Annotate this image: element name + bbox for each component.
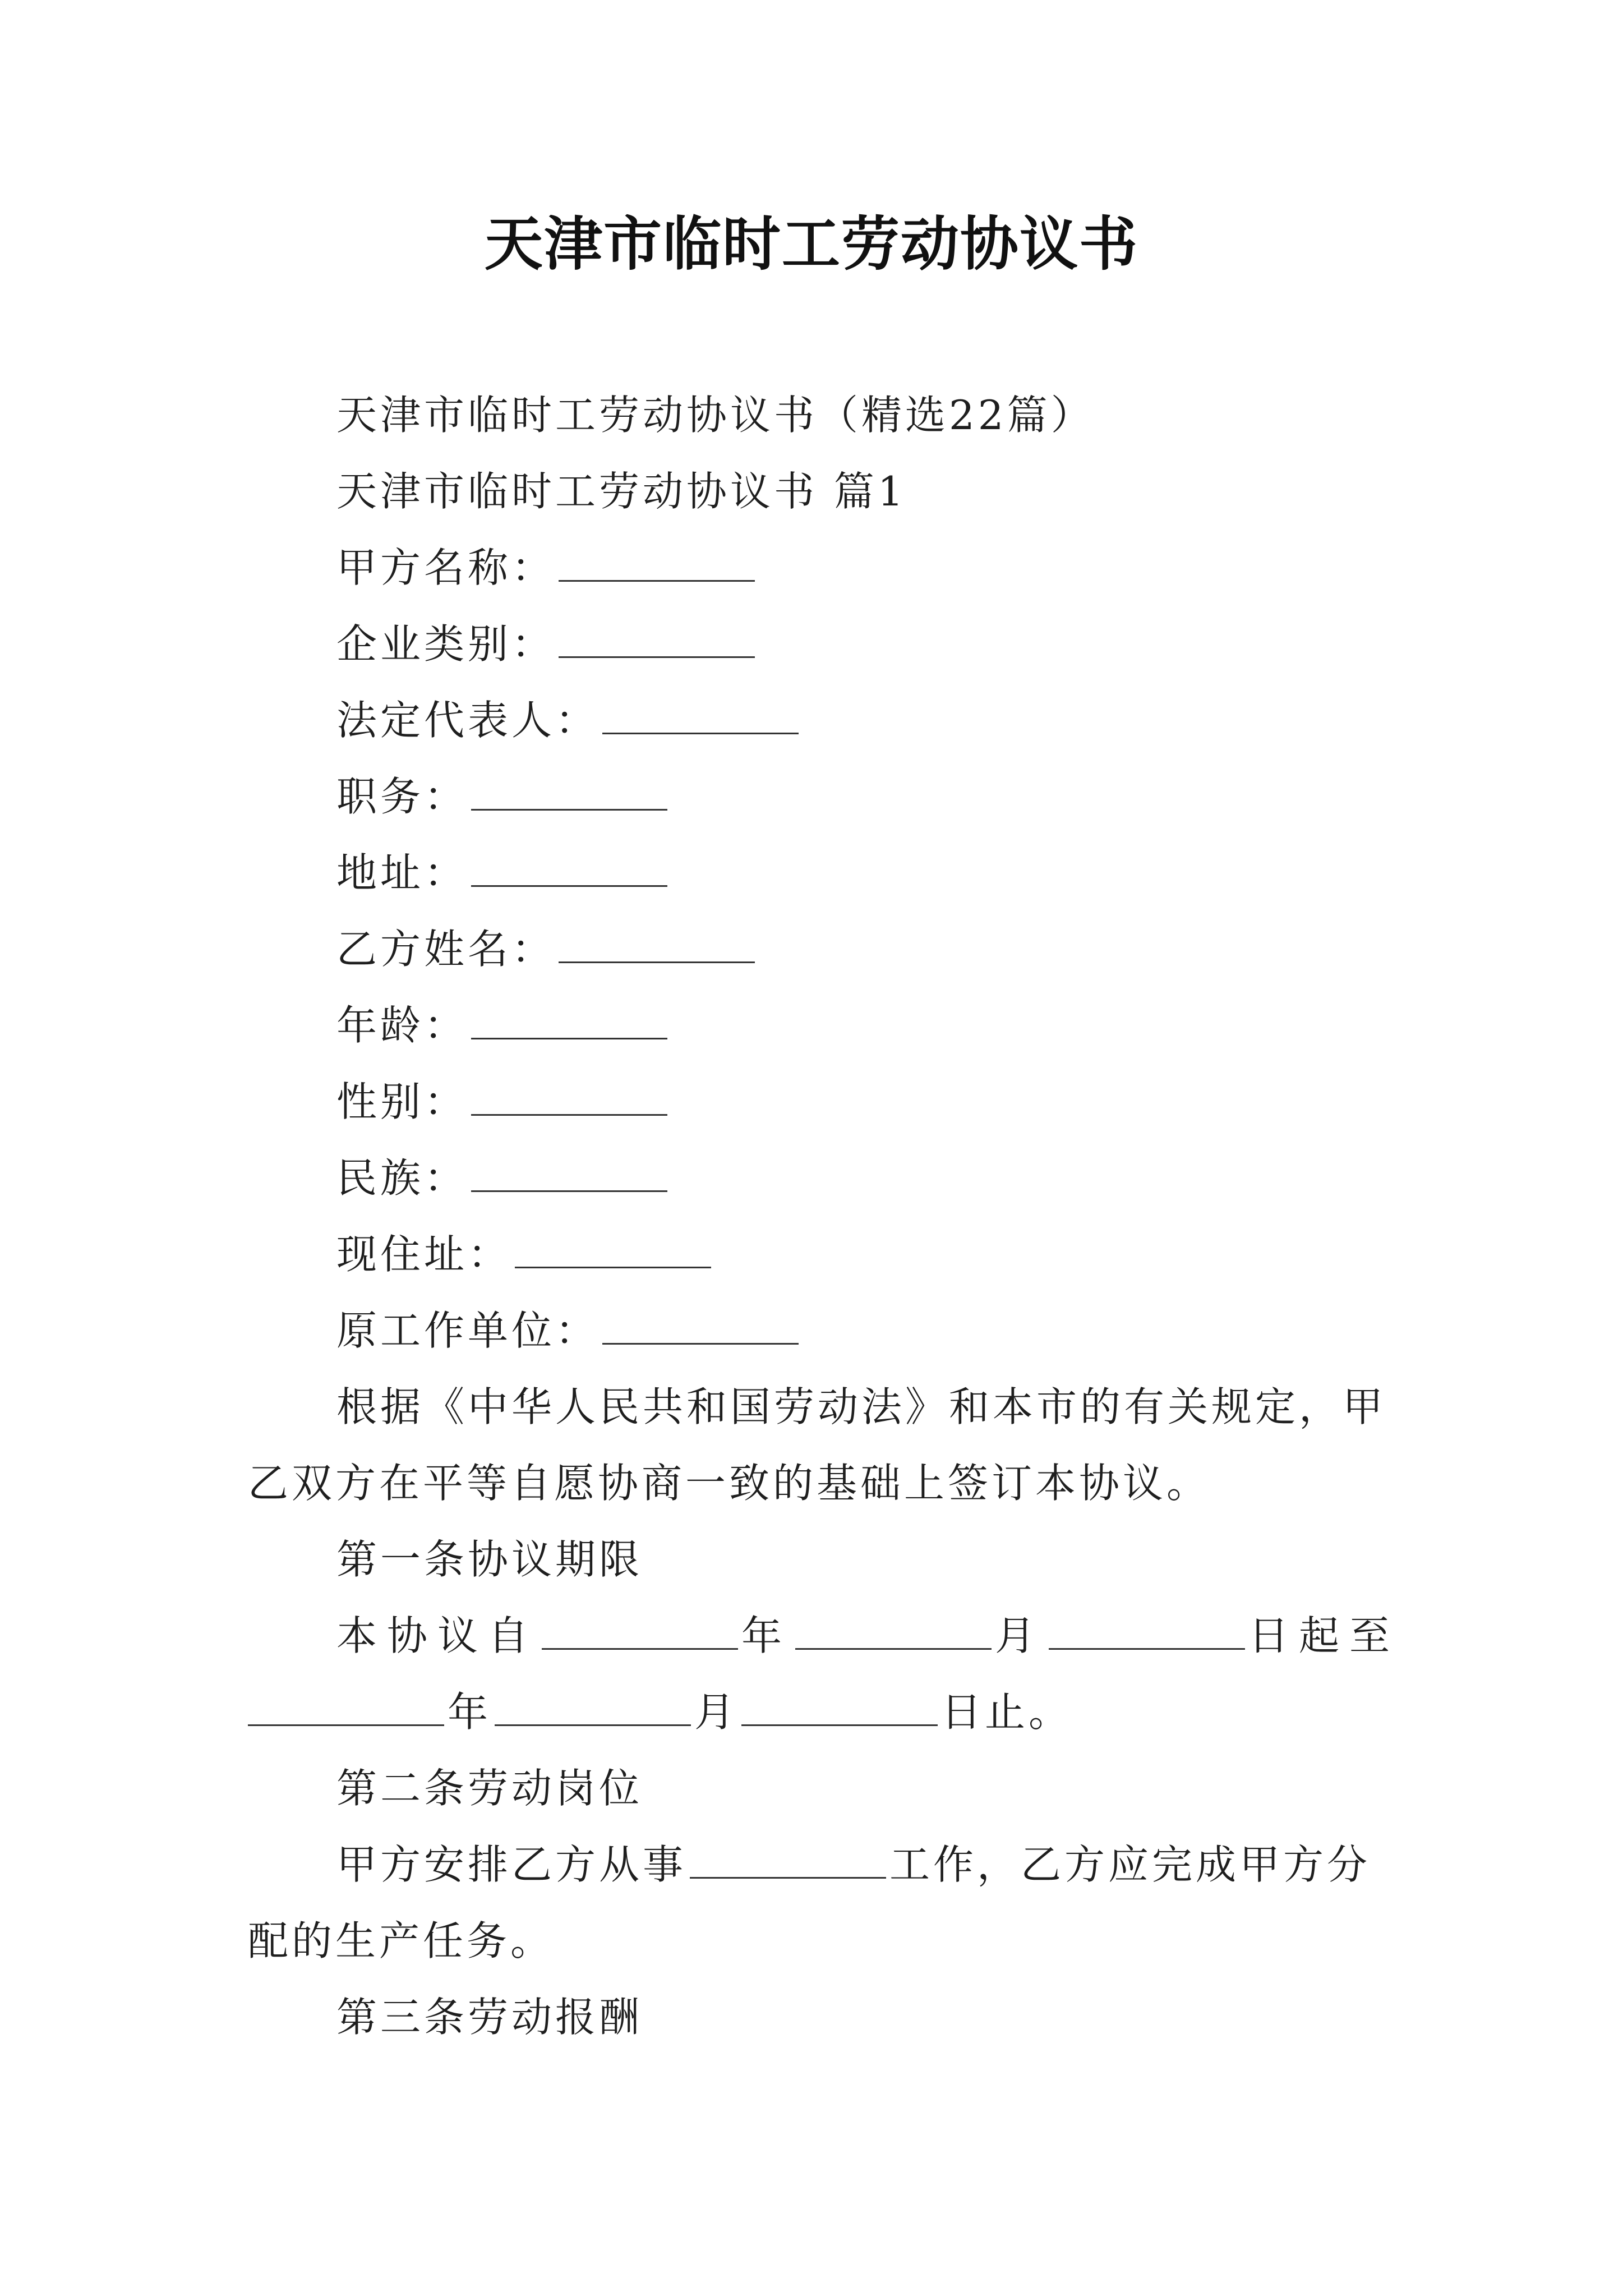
document-title: 天津市临时工劳动协议书 — [484, 209, 1138, 278]
field-label: 年龄： — [336, 1002, 468, 1049]
fill-blank-month — [495, 1687, 691, 1726]
fill-blank — [471, 1077, 667, 1116]
field-legal-representative — [336, 692, 802, 748]
fill-blank — [559, 924, 755, 963]
fill-blank-month — [795, 1611, 992, 1650]
field-label: 企业类别： — [336, 620, 556, 668]
field-gender — [336, 1074, 671, 1130]
month-label: 月 — [995, 1612, 1046, 1659]
field-ethnicity — [336, 1150, 671, 1206]
field-label: 民族： — [336, 1154, 468, 1202]
year-label: 年 — [741, 1612, 792, 1659]
fill-blank-job — [690, 1840, 886, 1879]
article-2-text-b: 工作，乙方应完成甲方分 — [889, 1841, 1371, 1888]
field-party-a-name — [336, 540, 758, 596]
article-2-line-1 — [336, 1837, 1371, 1893]
field-label: 地址： — [336, 849, 468, 896]
field-label: 职务： — [336, 773, 468, 820]
article-3-heading: 第三条劳动报酬 — [336, 1994, 643, 2041]
fill-blank-year — [542, 1611, 738, 1650]
fill-blank — [602, 696, 799, 734]
field-label: 法定代表人： — [336, 697, 600, 744]
fill-blank-day — [1049, 1611, 1245, 1650]
field-label: 性别： — [336, 1078, 468, 1125]
field-enterprise-type — [336, 616, 758, 672]
article-1-heading: 第一条协议期限 — [336, 1536, 643, 1583]
fill-blank — [559, 543, 755, 582]
fill-blank — [515, 1230, 711, 1268]
field-label: 乙方姓名： — [336, 926, 556, 973]
preamble-line-2: 乙双方在平等自愿协商一致的基础上签订本协议。 — [248, 1460, 1211, 1507]
chapter-heading: 天津市临时工劳动协议书 篇1 — [336, 468, 907, 515]
fill-blank — [471, 772, 667, 811]
field-address — [336, 845, 671, 901]
article-1-text-from: 本协议自 — [336, 1612, 539, 1659]
field-former-employer — [336, 1303, 802, 1359]
fill-blank-day — [741, 1687, 938, 1726]
field-position — [336, 769, 671, 825]
field-label: 原工作单位： — [336, 1307, 600, 1354]
field-current-address — [336, 1226, 714, 1282]
fill-blank — [471, 848, 667, 887]
preamble-line-1: 根据《中华人民共和国劳动法》和本市的有关规定，甲 — [336, 1383, 1387, 1430]
field-party-b-name — [336, 921, 758, 977]
article-2-text-a: 甲方安排乙方从事 — [336, 1841, 687, 1888]
fill-blank — [471, 1001, 667, 1039]
day-from-label: 日起至 — [1248, 1612, 1400, 1659]
article-2-line-2: 配的生产任务。 — [248, 1917, 555, 1964]
fill-blank — [602, 1306, 799, 1345]
article-2-heading: 第二条劳动岗位 — [336, 1765, 643, 1812]
day-to-label: 日止。 — [941, 1688, 1073, 1736]
year-label: 年 — [448, 1688, 492, 1736]
month-label: 月 — [694, 1688, 739, 1736]
fill-blank — [559, 619, 755, 658]
field-age — [336, 997, 671, 1053]
article-1-line-2 — [248, 1684, 1072, 1740]
article-1-line-1 — [336, 1608, 1400, 1664]
document-subtitle: 天津市临时工劳动协议书（精选22篇） — [336, 392, 1095, 439]
fill-blank — [471, 1153, 667, 1192]
field-label: 现住址： — [336, 1231, 512, 1278]
field-label: 甲方名称： — [336, 544, 556, 591]
fill-blank-year — [248, 1687, 444, 1726]
